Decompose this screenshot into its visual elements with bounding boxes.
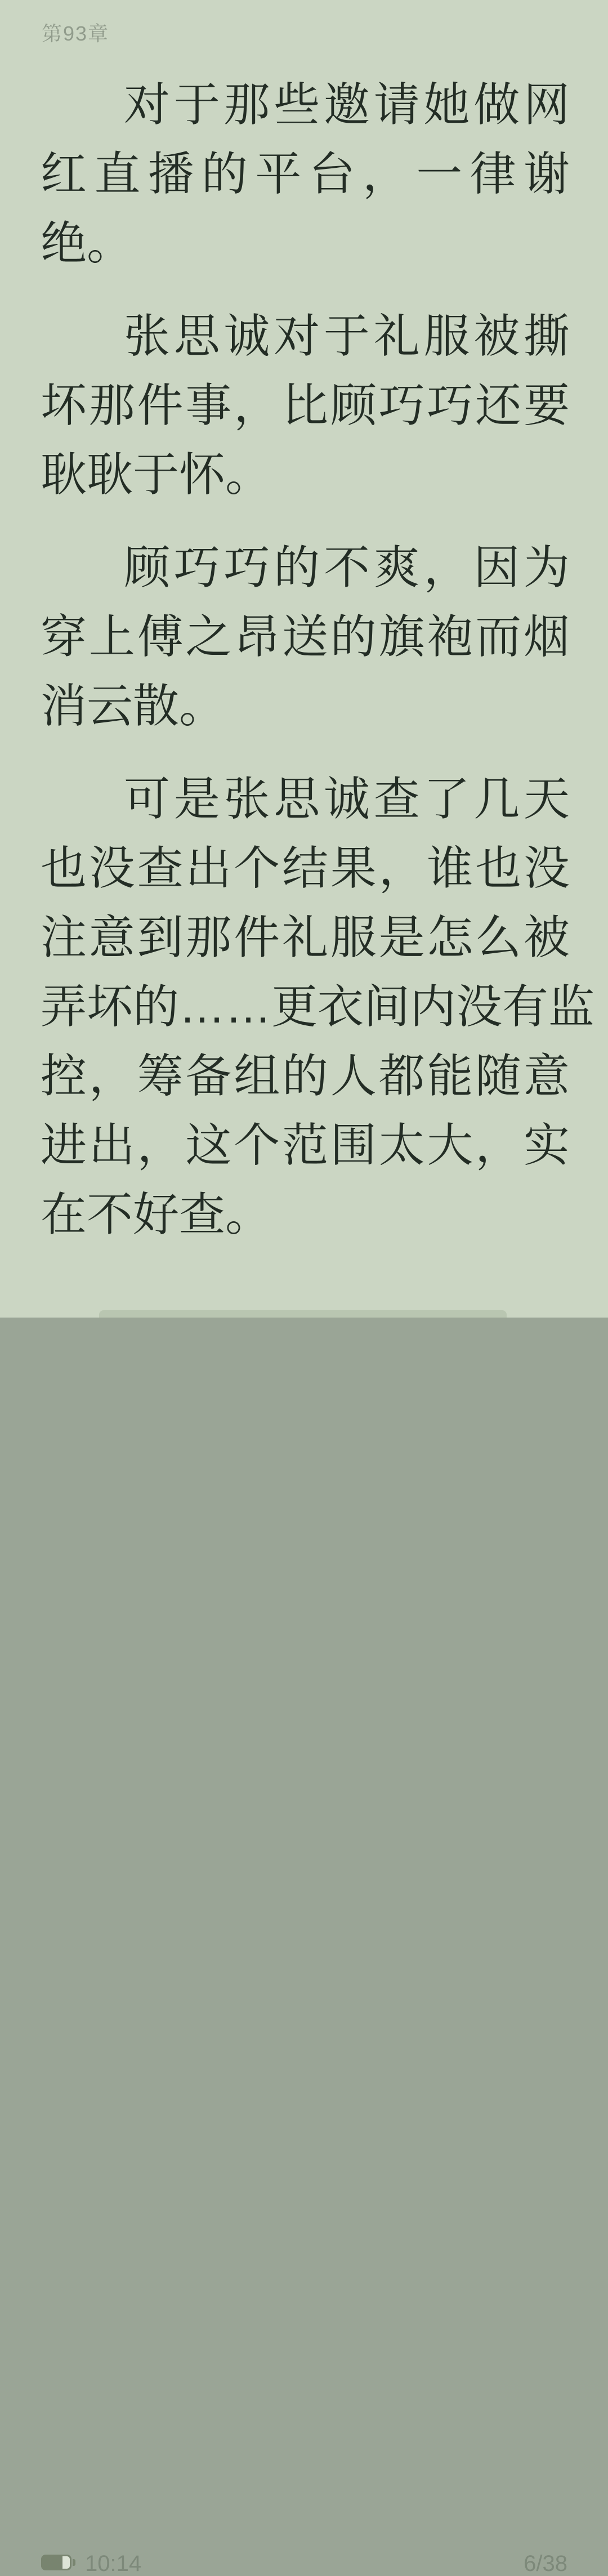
text-line: 可是张思诚查了几天 xyxy=(124,774,570,825)
paragraph-3 xyxy=(41,533,570,741)
battery-icon xyxy=(41,2555,75,2570)
battery-nub xyxy=(73,2559,75,2566)
paragraph-2 xyxy=(41,302,570,510)
text-line: 进出，这个范围太大，实 xyxy=(41,1120,570,1171)
text-line: 顾巧巧的不爽，因为 xyxy=(124,542,570,593)
paragraph-4 xyxy=(41,765,595,1249)
clock-time: 10:14 xyxy=(85,2551,142,2576)
battery-body xyxy=(41,2555,71,2570)
gesture-hint-bar[interactable] xyxy=(99,1310,507,1318)
text-line: 弄坏的……更衣间内没有监 xyxy=(41,981,595,1033)
text-line: 坏那件事，比顾巧巧还要 xyxy=(41,380,570,431)
text-line: 穿上傅之昂送的旗袍而烟 xyxy=(41,611,570,663)
page-indicator: 6/38 xyxy=(524,2551,567,2576)
paragraph-1 xyxy=(41,70,570,278)
reading-content xyxy=(41,70,595,1249)
chapter-label: 第93章 xyxy=(42,22,110,45)
text-line: 对于那些邀请她做网 xyxy=(124,79,570,131)
text-line: 红直播的平台，一律谢 xyxy=(41,149,570,200)
text-line: 控，筹备组的人都能随意 xyxy=(41,1051,570,1102)
text-line: 在不好查。 xyxy=(41,1189,272,1240)
battery-fill xyxy=(43,2556,62,2569)
text-line: 消云散。 xyxy=(41,681,226,732)
text-line: 注意到那件礼服是怎么被 xyxy=(41,912,570,963)
text-line: 耿耿于怀。 xyxy=(41,449,272,501)
text-line: 绝。 xyxy=(41,218,133,269)
text-line: 也没查出个结果，谁也没 xyxy=(41,843,570,894)
text-line: 张思诚对于礼服被撕 xyxy=(124,311,570,362)
